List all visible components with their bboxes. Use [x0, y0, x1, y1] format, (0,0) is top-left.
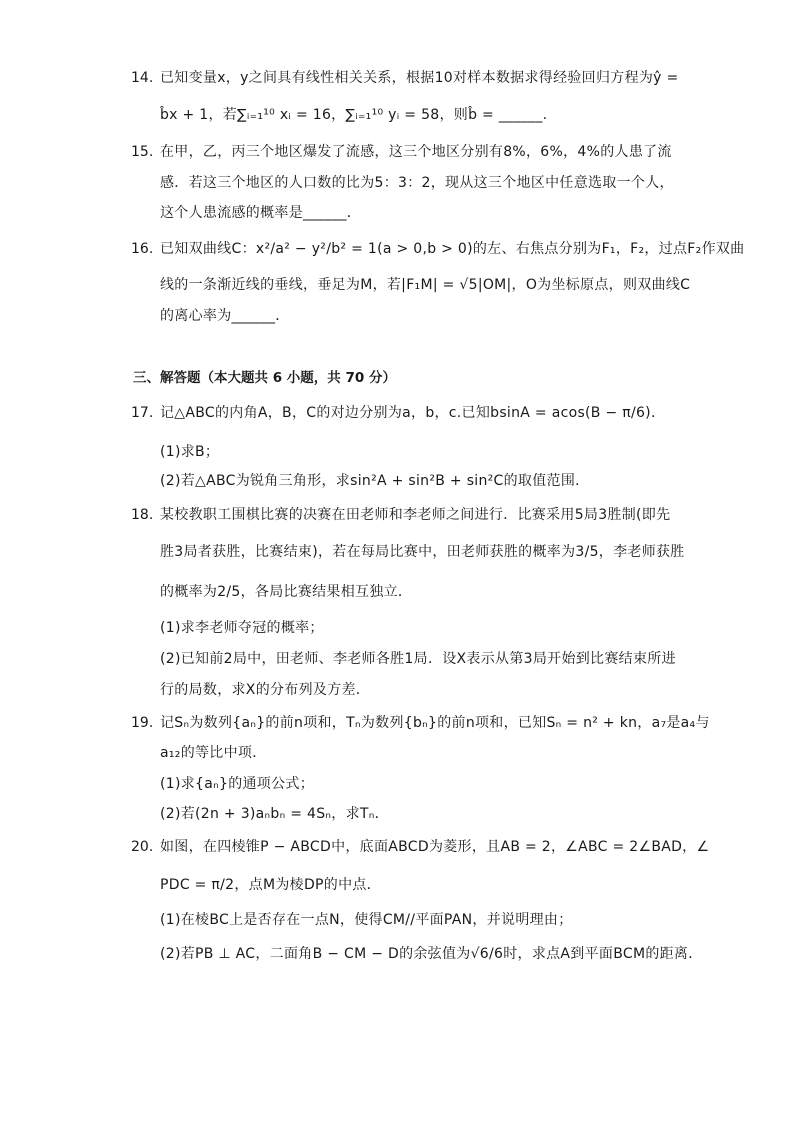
question-17-line-2: (1)求B； [160, 444, 220, 460]
question-18-line-3: 的概率为2/5，各局比赛结果相互独立． [160, 584, 413, 600]
question-19-line-1: 记Sₙ为数列{aₙ}的前n项和，Tₙ为数列{bₙ}的前n项和，已知Sₙ = n² + kn，a₇是a₄与 [160, 715, 710, 731]
question-14-line-2: b̂x + 1，若∑ᵢ₌₁¹⁰ xᵢ = 16，∑ᵢ₌₁¹⁰ yᵢ = 58，则b̂ = ______. [160, 107, 548, 123]
question-20-line-3: (1)在棱BC上是否存在一点N，使得CM//平面PAN，并说明理由； [160, 912, 573, 928]
question-20-number: 20. [131, 839, 154, 855]
question-16-line-2: 线的一条渐近线的垂线，垂足为M，若|F₁M| = √5|OM|，O为坐标原点，则双曲线C [160, 277, 691, 293]
question-17-number: 17. [131, 405, 154, 421]
question-14-line-1: 已知变量x，y之间具有线性相关关系，根据10对样本数据求得经验回归方程为ŷ = [160, 70, 679, 86]
question-14-number: 14. [131, 70, 154, 86]
question-18-number: 18. [131, 507, 154, 523]
question-18-line-1: 某校教职工围棋比赛的决赛在田老师和李老师之间进行．比赛采用5局3胜制(即先 [160, 507, 671, 523]
question-18-line-4: (1)求李老师夺冠的概率； [160, 620, 324, 636]
question-19-number: 19. [131, 715, 154, 731]
question-17-line-1: 记△ABC的内角A，B，C的对边分别为a，b，c.已知bsinA = acos(B − π/6)． [160, 405, 666, 421]
question-16-line-1: 已知双曲线C：x²/a² − y²/b² = 1(a > 0,b > 0)的左、右焦点分别为F₁，F₂，过点F₂作双曲 [160, 241, 745, 257]
question-15-line-2: 感．若这三个地区的人口数的比为5：3：2，现从这三个地区中任意选取一个人， [160, 175, 674, 191]
question-20-line-2: PDC = π/2，点M为棱DP的中点． [160, 877, 381, 893]
question-16-number: 16. [131, 241, 154, 257]
question-18-line-2: 胜3局者获胜，比赛结束)，若在每局比赛中，田老师获胜的概率为3/5，李老师获胜 [160, 544, 685, 560]
question-15-line-3: 这个人患流感的概率是______． [160, 205, 362, 221]
section-heading: 三、解答题（本大题共 6 小题，共 70 分） [133, 370, 396, 386]
question-19-line-4: (2)若(2n + 3)aₙbₙ = 4Sₙ，求Tₙ． [160, 806, 389, 822]
question-18-line-5: (2)已知前2局中，田老师、李老师各胜1局．设X表示从第3局开始到比赛结束所进 [160, 651, 676, 667]
question-17-line-3: (2)若△ABC为锐角三角形，求sin²A + sin²B + sin²C的取值范围． [160, 473, 590, 489]
question-15-line-1: 在甲，乙，丙三个地区爆发了流感，这三个地区分别有8%，6%，4%的人患了流 [160, 144, 672, 160]
question-20-line-4: (2)若PB ⊥ AC，二面角B − CM − D的余弦值为√6/6时，求点A到平面BCM的距离． [160, 946, 703, 962]
question-18-line-6: 行的局数，求X的分布列及方差． [160, 682, 371, 698]
question-20-line-1: 如图，在四棱锥P − ABCD中，底面ABCD为菱形，且AB = 2，∠ABC = 2∠BAD，∠ [160, 839, 710, 855]
question-16-line-3: 的离心率为______． [160, 308, 290, 324]
question-19-line-3: (1)求{aₙ}的通项公式； [160, 776, 315, 792]
question-19-line-2: a₁₂的等比中项． [160, 745, 267, 761]
question-15-number: 15. [131, 144, 154, 160]
